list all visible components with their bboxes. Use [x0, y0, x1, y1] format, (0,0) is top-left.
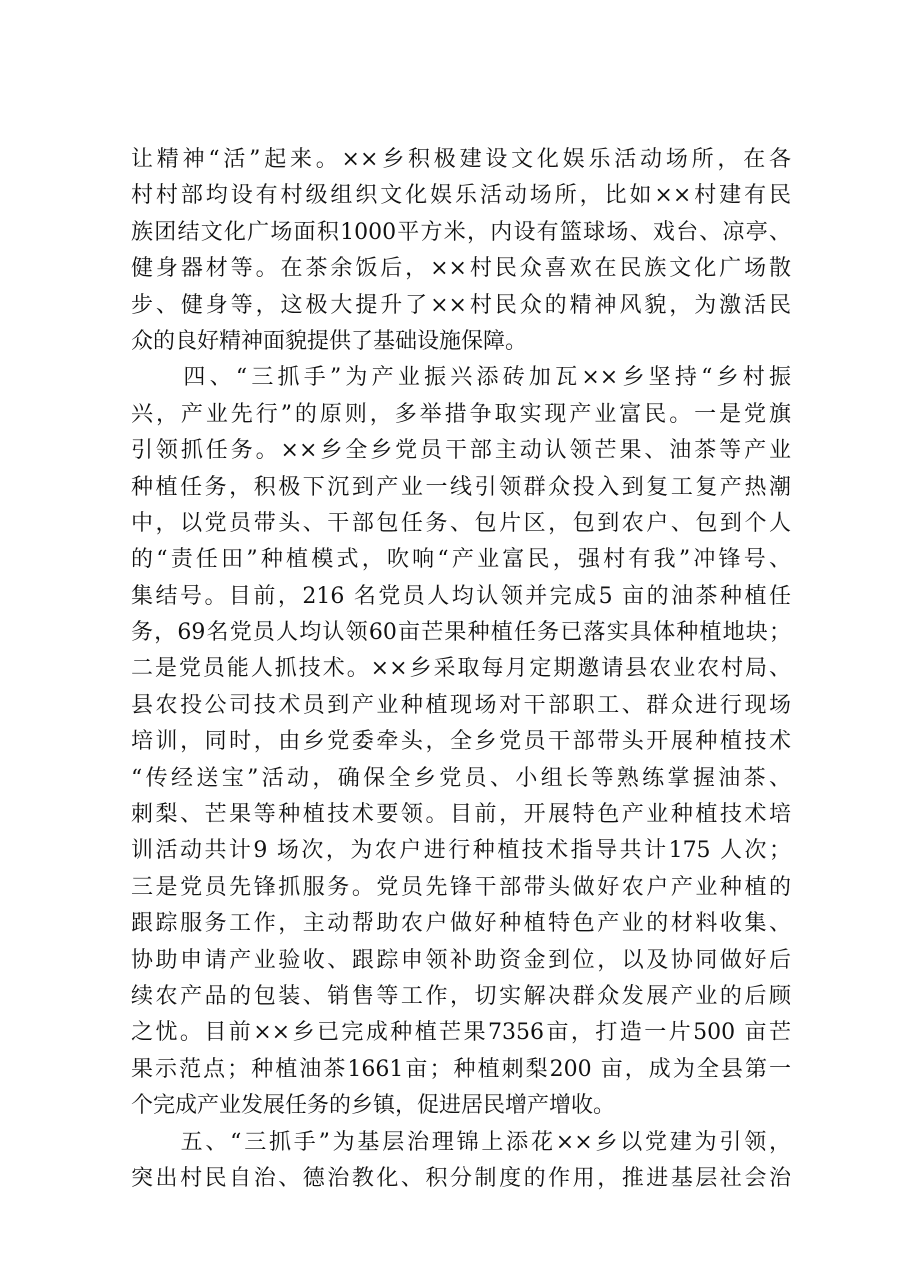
text-line: 的“责任田”种植模式，吹响“产业富民，强村有我”冲锋号、 [131, 547, 791, 573]
text-line: 四、“三抓手”为产业振兴添砖加瓦××乡坚持“乡村振 [131, 365, 791, 391]
text-line: 兴，产业先行”的原则，多举措争取实现产业富民。一是党旗 [131, 401, 791, 427]
text-line: 突出村民自治、德治教化、积分制度的作用，推进基层社会治 [131, 1165, 791, 1191]
text-line: 之忧。目前××乡已完成种植芒果7356亩，打造一片500 亩芒 [131, 1020, 791, 1046]
text-line: 务，69名党员人均认领60亩芒果种植任务已落实具体种植地块； [131, 620, 791, 646]
text-line: 跟踪服务工作，主动帮助农户做好种植特色产业的材料收集、 [131, 911, 791, 937]
text-line: 培训，同时，由乡党委牵头，全乡党员干部带头开展种植技术 [131, 729, 791, 755]
text-line: 集结号。目前，216 名党员人均认领并完成5 亩的油茶种植任 [131, 583, 791, 609]
document-body [131, 142, 791, 1197]
text-line: 果示范点；种植油茶1661亩；种植刺梨200 亩，成为全县第一 [131, 1056, 791, 1082]
text-line: 村村部均设有村级组织文化娱乐活动场所，比如××村建有民 [131, 183, 791, 209]
text-line: 刺梨、芒果等种植技术要领。目前，开展特色产业种植技术培 [131, 802, 791, 828]
text-line: 引领抓任务。××乡全乡党员干部主动认领芒果、油茶等产业 [131, 438, 791, 464]
text-line: 步、健身等，这极大提升了××村民众的精神风貌，为激活民 [131, 292, 791, 318]
text-line: 众的良好精神面貌提供了基础设施保障。 [131, 328, 528, 354]
text-line: 种植任务，积极下沉到产业一线引领群众投入到复工复产热潮 [131, 474, 791, 500]
text-line: 中，以党员带头、干部包任务、包片区，包到农户、包到个人 [131, 510, 791, 536]
text-line: 让精神“活”起来。××乡积极建设文化娱乐活动场所，在各 [131, 147, 791, 172]
text-line: 族团结文化广场面积1000平方米，内设有篮球场、戏台、凉亭、 [131, 219, 791, 245]
text-line: 健身器材等。在茶余饭后，××村民众喜欢在民族文化广场散 [131, 256, 791, 282]
text-line: 协助申请产业验收、跟踪申领补助资金到位，以及协同做好后 [131, 947, 791, 973]
text-line: 个完成产业发展任务的乡镇，促进居民增产增收。 [131, 1093, 616, 1119]
text-line: 县农投公司技术员到产业种植现场对干部职工、群众进行现场 [131, 692, 791, 718]
text-line: 训活动共计9 场次，为农户进行种植技术指导共计175 人次； [131, 838, 791, 864]
text-line: “传经送宝”活动，确保全乡党员、小组长等熟练掌握油茶、 [131, 765, 791, 791]
text-line: 二是党员能人抓技术。××乡采取每月定期邀请县农业农村局、 [131, 656, 791, 682]
text-line: 续农产品的包装、销售等工作，切实解决群众发展产业的后顾 [131, 983, 791, 1009]
text-line: 三是党员先锋抓服务。党员先锋干部带头做好农户产业种植的 [131, 874, 791, 900]
text-line: 五、“三抓手”为基层治理锦上添花××乡以党建为引领， [131, 1129, 791, 1155]
